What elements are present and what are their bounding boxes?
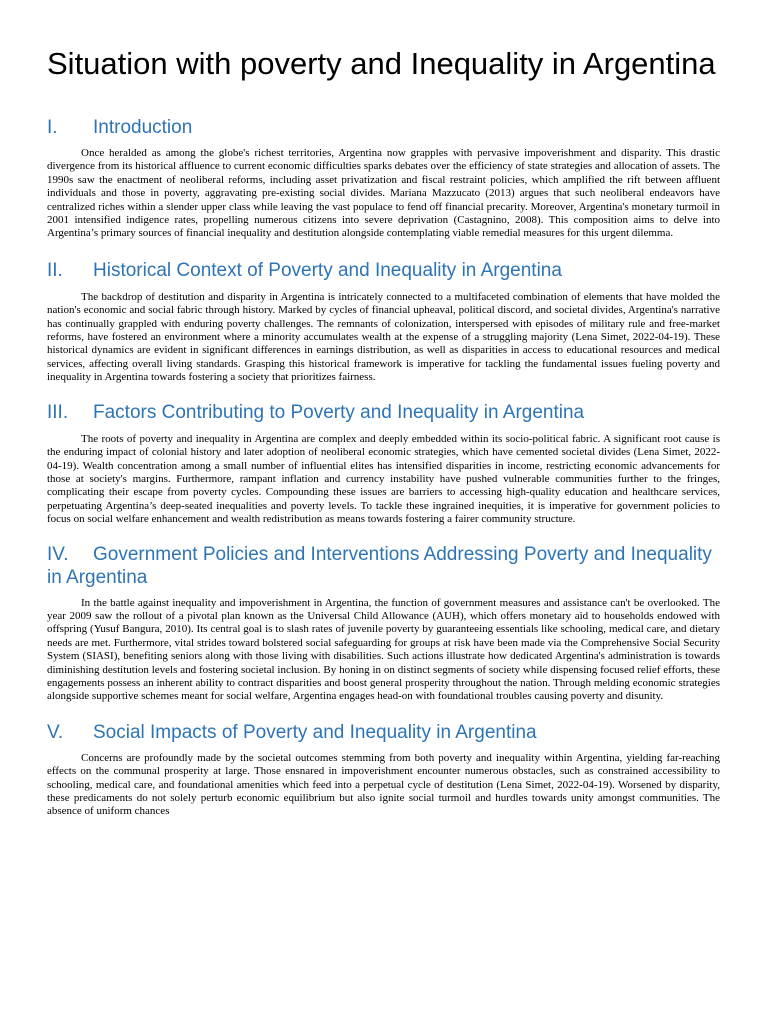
section-number: V. bbox=[47, 721, 64, 743]
section-heading bbox=[47, 401, 720, 424]
section-paragraph: In the battle against inequality and impoverishment in Argentina, the function of government measures and assistance can't be overlooked. The year 2009 saw the rollout of a pivotal plan known as the Universal Child Allowance (AUH), which offers monetary aid to households endowed with offspring (Yusuf Bangura, 2010). Its central goal is to slash rates of juvenile poverty by guaranteeing essentials like schooling, medical care, and dietary needs are met. Furthermore, vital strides toward bolstered social safeguarding for groups at risk have been made via the Comprehensive Social Security System (SIASI), benefiting seniors along with those living with disabilities. Such actions illustrate how dedicated Argentina's administration is towards diminishing destitution levels and fostering societal inclusion. By honing in on distinct segments of society while dispensing focused relief efforts, these engagements possess an inherent ability to contract disparities and boost general prosperity throughout the nation. Through melding economic strategies alongside supportive schemes meant for social welfare, Argentina engages head-on with foundational troubles causing poverty and disunity. bbox=[47, 596, 720, 703]
section-heading-text: Social Impacts of Poverty and Inequality in Argentina bbox=[93, 721, 537, 743]
section-heading bbox=[47, 116, 720, 139]
section-paragraph: Concerns are profoundly made by the societal outcomes stemming from both poverty and inequality within Argentina, yielding far-reaching effects on the communal prosperity at large. Those ensnared in impoverishment encounter numerous obstacles, such as constrained accessibility to schooling, medical care, and foundational amenities which feed into a perpetual cycle of destitution (Lena Simet, 2022-04-19). Worsened by disparity, these predicaments do not solely perturb economic equilibrium but also ignite social turmoil and hurdles towards unity amongst communities. The absence of uniform chances bbox=[47, 751, 720, 818]
section-heading-text: Government Policies and Interventions Addressing Poverty and Inequality in Argentina bbox=[47, 543, 712, 588]
section-heading-text: Historical Context of Poverty and Inequality in Argentina bbox=[93, 259, 562, 281]
section-heading bbox=[47, 543, 720, 589]
section-social-impacts bbox=[47, 721, 720, 819]
document-title: Situation with poverty and Inequality in Argentina bbox=[47, 46, 716, 81]
section-paragraph: The backdrop of destitution and disparity in Argentina is intricately connected to a multifaceted combination of elements that have molded the nation's economic and social fabric through history. Marked by cycles of financial upheaval, political discord, and societal divides, Argentina's narrative has continually grappled with enduring poverty challenges. The remnants of colonization, interspersed with episodes of military rule and free-market reforms, have fostered an environment where a minority accumulates wealth at the expense of a struggling majority (Lena Simet, 2022-04-19). These historical dynamics are evident in significant differences in earnings distribution, as well as disparities in access to educational resources and medical services, affecting overall living standards. Grasping this historical framework is imperative for tackling the fundamental issues fueling poverty and inequality in Argentina towards fostering a society that prioritizes fairness. bbox=[47, 290, 720, 384]
section-number: III. bbox=[47, 401, 69, 423]
section-contributing-factors bbox=[47, 401, 720, 527]
section-heading bbox=[47, 259, 720, 282]
section-number: I. bbox=[47, 117, 58, 138]
section-paragraph: Once heralded as among the globe's richest territories, Argentina now grapples with pervasive impoverishment and disparity. This drastic divergence from its historical affluence to current economic difficulties sparks debates over the efficiency of state strategies and allocation of assets. The 1990s saw the enactment of neoliberal reforms, including asset privatization and fiscal restraint policies, which amplified the rift between affluent individuals and those in poverty, aggravating pre-existing social divides. Mariana Mazzucato (2013) argues that such neoliberal endeavors have centralized riches within a slender upper class while leaving the vast populace to fend off financial precarity. Moreover, Argentina's monetary turmoil in 2001 intensified indigence rates, propelling numerous citizens into severe deprivation (Castagnino, 2008). This composition aims to delve into Argentina’s primary sources of financial inequality and destitution alongside contemplating viable remedial measures for this urgent dilemma. bbox=[47, 147, 720, 240]
section-number: II. bbox=[47, 259, 63, 281]
section-heading-text: Introduction bbox=[93, 117, 193, 138]
section-historical-context bbox=[47, 259, 720, 385]
section-heading-text: Factors Contributing to Poverty and Inequality in Argentina bbox=[93, 401, 585, 423]
section-heading bbox=[47, 721, 720, 744]
section-introduction bbox=[47, 116, 720, 241]
document-page bbox=[47, 0, 720, 819]
section-government-policies bbox=[47, 543, 720, 704]
section-paragraph: The roots of poverty and inequality in Argentina are complex and deeply embedded within its socio-political fabric. A significant root cause is the enduring impact of colonial history and later adoption of neoliberal economic strategies, which have cemented societal divides (Lena Simet, 2022-04-19). Wealth concentration among a small number of influential elites has intensified disparities in income, restricting economic advancements for those at society's margins. Furthermore, rampant inflation and currency instability have pushed vulnerable communities further to the fringes, complicating their escape from poverty cycles. Compounding these issues are barriers to accessing high-quality education and healthcare services, perpetuating Argentina’s deep-seated inequalities and poverty levels. To tackle these ingrained inequities, it is imperative for government policies to focus on social welfare enhancement and wealth redistribution as means towards fostering a fairer community structure. bbox=[47, 432, 720, 526]
section-number: IV. bbox=[47, 543, 69, 565]
